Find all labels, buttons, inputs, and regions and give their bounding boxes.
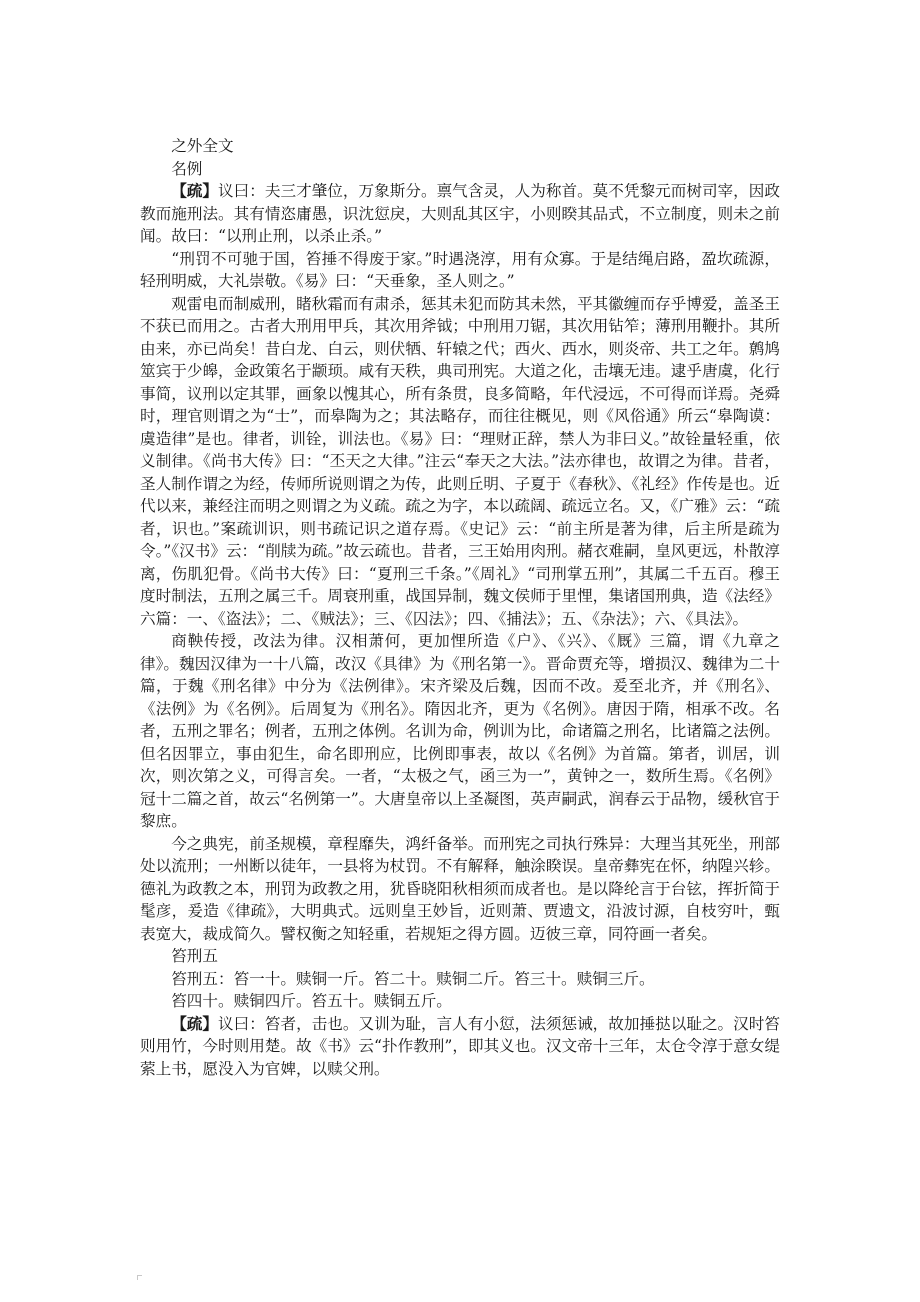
paragraph-text: 议曰：笞者，击也。又训为耻，言人有小愆，法须惩诫，故加捶挞以耻之。汉时笞则用竹，今时则用楚。故《书》云“扑作教刑”，即其义也。汉文帝十三年，太仓令淳于意女缇萦上书，愿没入为官婢，以赎父刑。 bbox=[140, 1014, 780, 1078]
page-corner-mark bbox=[137, 1275, 142, 1280]
penalty-line-2: 笞四十。赎铜四斤。笞五十。赎铜五斤。 bbox=[171, 992, 452, 1010]
paragraph-3: 观雷电而制威刑，睹秋霜而有肃杀，惩其未犯而防其未然，平其徽缠而存乎博爱，盖圣王不获已而用之。古者大刑用甲兵，其次用斧钺；中刑用刀锯，其次用钻笮；薄刑用鞭扑。其所由来，亦已尚矣！昔白龙、白云，则伏牺、轩辕之代；西火、西水，则炎帝、共工之年。鹩鸠筮宾于少皞，金政策名于颛顼。咸有天秩，典司刑宪。大道之化，击壤无违。逮乎唐虞，化行事简，议刑以定其罪，画象以愧其心，所有条贯，良多简略，年代浸远，不可得而详焉。尧舜时，理官则谓之为“士”，而皋陶为之；其法略存，而往往概见，则《风俗通》所云“皋陶谟：虞造律”是也。律者，训铨，训法也。《易》曰：“理财正辞，禁人为非曰义。”故铨量轻重，依义制律。《尚书大传》曰：“丕天之大律。”注云“奉天之大法。”法亦律也，故谓之为律。昔者，圣人制作谓之为经，传师所说则谓之为传，此则丘明、子夏于《春秋》、《礼经》作传是也。近代以来，兼经注而明之则谓之为义疏。疏之为字，本以疏阔、疏远立名。又，《广雅》云：“疏者，识也。”案疏训识，则书疏记识之道存焉。《史记》云：“前主所是著为律，后主所是疏为令。”《汉书》云：“削牍为疏。”故云疏也。昔者，三王始用肉刑。赭衣难嗣，皇风更远，朴散淳离，伤肌犯骨。《尚书大传》曰：“夏刑三千条。”《周礼》“司刑掌五刑”，其属二千五百。穆王度时制法，五刑之属三千。周衰刑重，战国异制，魏文侯师于里悝，集诸国刑典，造《法经》六篇：一、《盗法》；二、《贼法》；三、《囚法》；四、《捕法》；五、《杂法》；六、《具法》。 bbox=[140, 294, 780, 628]
paragraph-shu-final bbox=[140, 1013, 780, 1081]
document-body bbox=[140, 135, 780, 1080]
shu-tag: 【疏】 bbox=[171, 1013, 219, 1033]
paragraph-2: “刑罚不可驰于国，笞捶不得废于家。”时遇浇淳，用有众寡。于是结绳启路，盈坎疏源，轻刑明威，大礼崇敬。《易》曰：“天垂象，圣人则之。” bbox=[140, 249, 780, 290]
subheading: 笞刑五 bbox=[171, 947, 218, 965]
paragraph-shu-1 bbox=[140, 180, 780, 248]
document-title: 之外全文 bbox=[171, 137, 234, 155]
section-heading: 名例 bbox=[171, 159, 203, 178]
paragraph-text: 议曰：夫三才肇位，万象斯分。禀气含灵，人为称首。莫不凭黎元而树司宰，因政教而施刑法。其有情恣庸愚，识沈愆戾，大则乱其区宇，小则睽其品式，不立制度，则未之前闻。故曰：“以刑止刑，以杀止杀。” bbox=[140, 182, 780, 245]
penalty-line-1: 笞刑五：笞一十。赎铜一斤。笞二十。赎铜二斤。笞三十。赎铜三斤。 bbox=[171, 969, 655, 988]
shu-tag: 【疏】 bbox=[171, 181, 219, 200]
paragraph-4: 商鞅传授，改法为律。汉相萧何，更加悝所造《户》、《兴》、《厩》三篇，谓《九章之律》。魏因汉律为一十八篇，改汉《具律》为《刑名第一》。晋命贾充等，增损汉、魏律为二十篇，于魏《刑名律》中分为《法例律》。宋齐梁及后魏，因而不改。爰至北齐，并《刑名》、《法例》为《名例》。后周复为《刑名》。隋因北齐，更为《名例》。唐因于隋，相承不改。名者，五刑之罪名；例者，五刑之体例。名训为命，例训为比，命诸篇之刑名，比诸篇之法例。但名因罪立，事由犯生，命名即刑应，比例即事表，故以《名例》为首篇。第者，训居，训次，则次第之义，可得言矣。一者，“太极之气，函三为一”，黄钟之一，数所生焉。《名例》冠十二篇之首，故云“名例第一”。大唐皇帝以上圣凝图，英声嗣武，润春云于品物，缓秋官于黎庶。 bbox=[140, 632, 780, 830]
paragraph-5: 今之典宪，前圣规模，章程靡失，鸿纤备举。而刑宪之司执行殊异：大理当其死坐，刑部处以流刑；一州断以徒年，一县将为杖罚。不有解释，触涂睽误。皇帝彝宪在怀，纳隍兴轸。德礼为政教之本，刑罚为政教之用，犹昏晓阳秋相须而成者也。是以降纶言于台铉，挥折简于髦彦，爰造《律疏》，大明典式。远则皇王妙旨，近则萧、贾遗文，沿波讨源，自枝穷叶，甄表宽大，裁成简久。譬权衡之知轻重，若规矩之得方圆。迈彼三章，同符画一者矣。 bbox=[140, 834, 780, 943]
